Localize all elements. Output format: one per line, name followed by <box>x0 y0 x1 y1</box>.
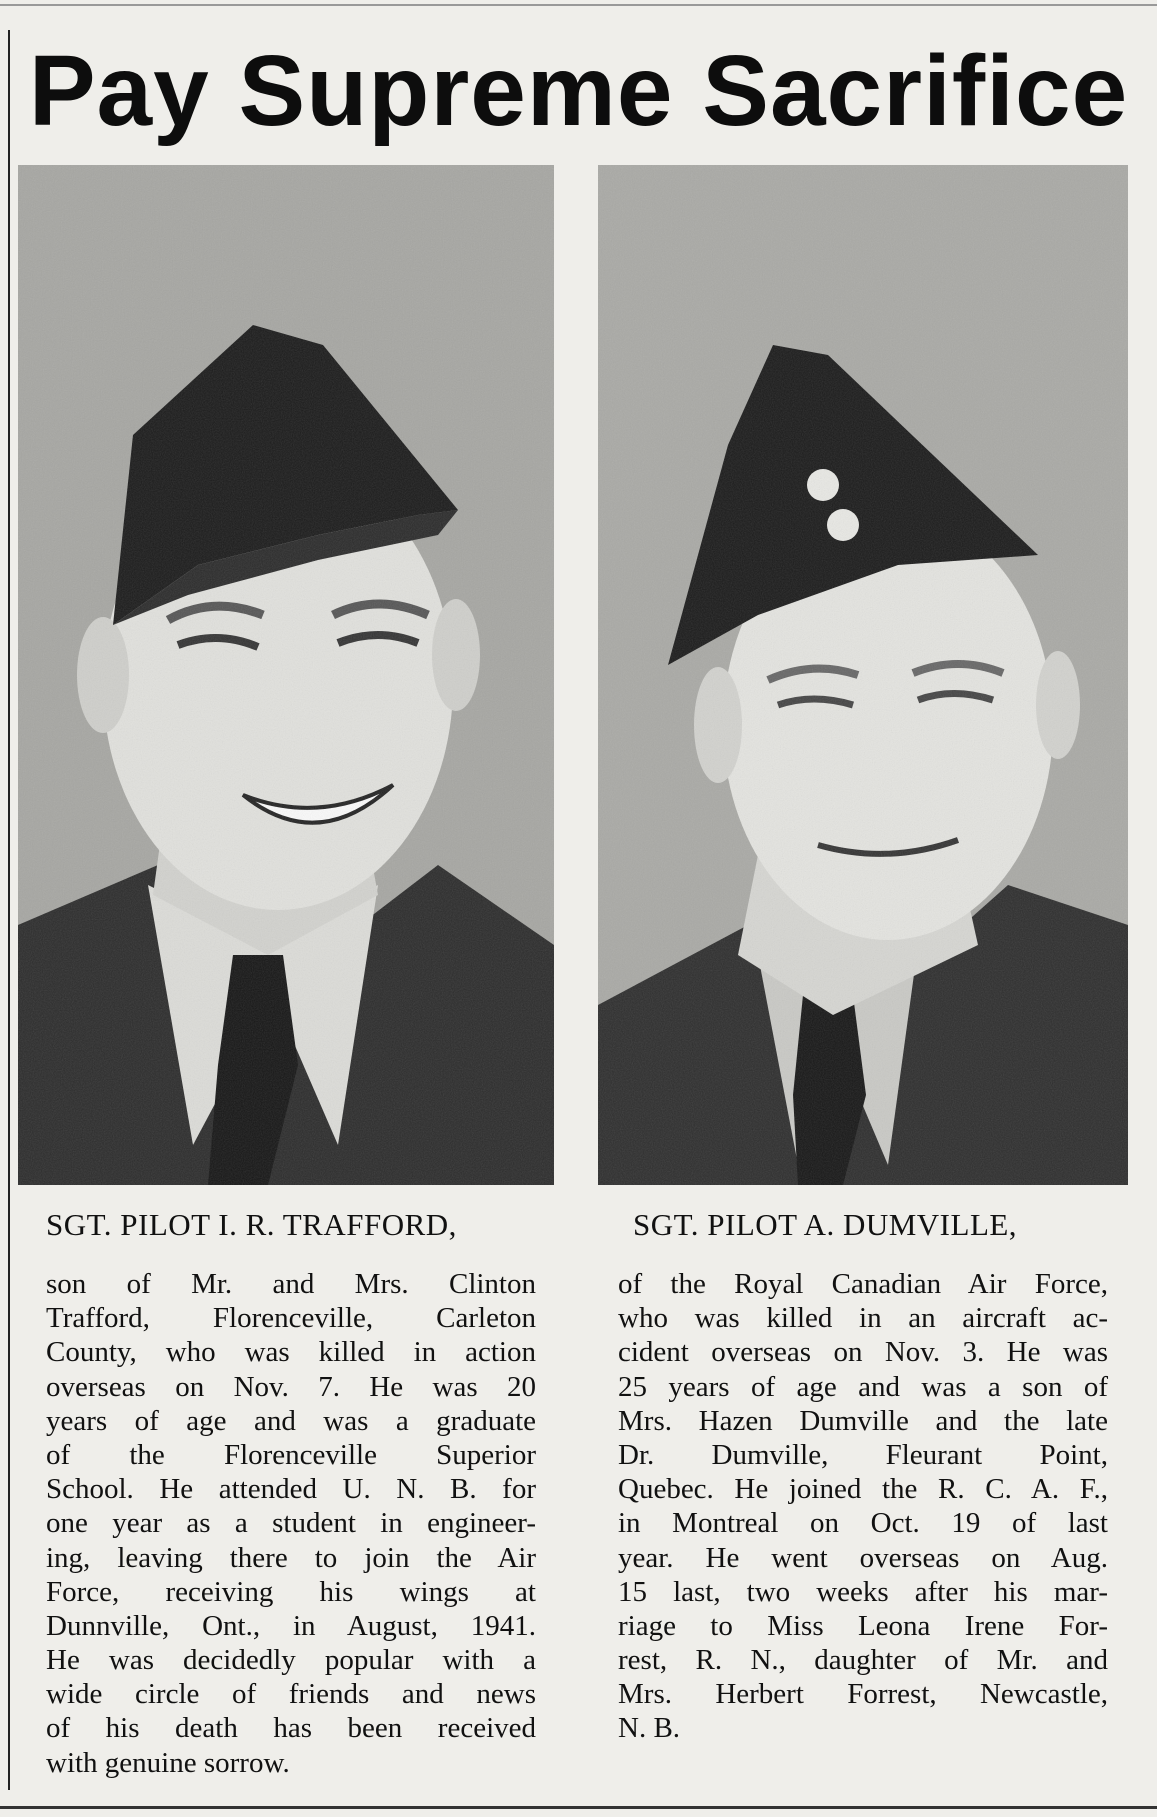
text-line: who was killed in an aircraft ac- <box>618 1302 1108 1335</box>
text-line: overseas on Nov. 7. He was 20 <box>46 1370 536 1403</box>
text-line: Quebec. He joined the R. C. A. F., <box>618 1473 1108 1506</box>
portrait-photo-dumville <box>598 165 1128 1185</box>
text-line: cident overseas on Nov. 3. He was <box>618 1336 1108 1369</box>
text-line: He was decidedly popular with a <box>46 1644 536 1677</box>
top-rule <box>0 4 1157 6</box>
text-line: Dr. Dumville, Fleurant Point, <box>618 1438 1108 1471</box>
text-line: wide circle of friends and news <box>46 1678 536 1711</box>
text-line: of his death has been received <box>46 1712 536 1745</box>
text-line: County, who was killed in action <box>46 1336 536 1369</box>
text-line: one year as a student in engineer- <box>46 1507 536 1540</box>
text-line: son of Mr. and Mrs. Clinton <box>46 1268 536 1300</box>
text-line: Mrs. Hazen Dumville and the late <box>618 1404 1108 1437</box>
text-line: of the Royal Canadian Air Force, <box>618 1268 1108 1300</box>
text-line: rest, R. N., daughter of Mr. and <box>618 1644 1108 1677</box>
text-line: 15 last, two weeks after his mar- <box>618 1575 1108 1608</box>
text-line: 25 years of age and was a son of <box>618 1370 1108 1403</box>
obituary-text-dumville <box>618 1267 1108 1746</box>
caption-trafford: SGT. PILOT I. R. TRAFFORD, <box>46 1207 457 1242</box>
text-line: ing, leaving there to join the Air <box>46 1541 536 1574</box>
obituary-text-trafford <box>46 1267 536 1780</box>
text-line: Dunnville, Ont., in August, 1941. <box>46 1609 536 1642</box>
left-column-rule <box>8 30 10 1790</box>
headline: Pay Supreme Sacrifice <box>28 35 1129 147</box>
text-line: year. He went overseas on Aug. <box>618 1541 1108 1574</box>
text-line: in Montreal on Oct. 19 of last <box>618 1507 1108 1540</box>
text-line: Mrs. Herbert Forrest, Newcastle, <box>618 1678 1108 1711</box>
text-line: Trafford, Florenceville, Carleton <box>46 1302 536 1335</box>
text-line: School. He attended U. N. B. for <box>46 1473 536 1506</box>
bottom-rule <box>0 1806 1157 1809</box>
caption-dumville: SGT. PILOT A. DUMVILLE, <box>633 1207 1018 1242</box>
text-line: years of age and was a graduate <box>46 1404 536 1437</box>
text-line: of the Florenceville Superior <box>46 1438 536 1471</box>
portrait-photo-trafford <box>18 165 554 1185</box>
text-line: riage to Miss Leona Irene For- <box>618 1609 1108 1642</box>
text-line: N. B. <box>618 1712 681 1745</box>
text-line: with genuine sorrow. <box>46 1746 290 1779</box>
text-line: Force, receiving his wings at <box>46 1575 536 1608</box>
